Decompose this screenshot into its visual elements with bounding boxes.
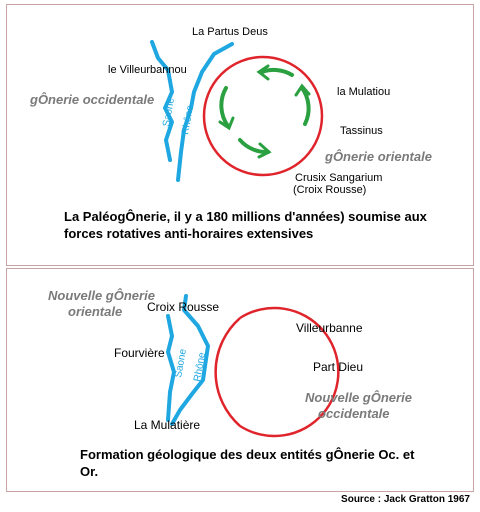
region-orientale-bottom-line1: Nouvelle gÔnerie xyxy=(48,288,155,303)
saone-label-bottom: Saone xyxy=(173,348,189,379)
label-villeurbannou: le Villeurbannou xyxy=(108,64,187,76)
label-crusix-sangarium: Crusix Sangarium xyxy=(295,172,383,184)
label-croix-rousse-top: (Croix Rousse) xyxy=(293,184,367,196)
label-mulatiou: la Mulatiou xyxy=(337,86,391,98)
saone-label-top: Saone xyxy=(161,97,177,128)
label-villeurbanne: Villeurbanne xyxy=(296,321,363,335)
caption-top-line2: forces rotatives anti-horaires extensives xyxy=(64,226,314,241)
label-part-dieu: Part Dieu xyxy=(313,360,364,374)
region-orientale-top: gÔnerie orientale xyxy=(325,149,432,164)
region-orientale-bottom-line2: orientale xyxy=(68,304,123,319)
caption-bottom-line1: Formation géologique des deux entités gÔnerie Oc. et xyxy=(80,447,415,462)
red-arc-inner xyxy=(216,318,240,426)
rotation-arrows-icon xyxy=(220,66,309,157)
rhone-label-top: Rhône xyxy=(180,104,197,136)
source-credit: Source : Jack Gratton 1967 xyxy=(341,494,470,505)
label-tassinus: Tassinus xyxy=(340,125,383,137)
caption-top-line1: La PaléogÔnerie, il y a 180 millions d'années) soumise aux xyxy=(64,209,427,224)
label-mulatiere: La Mulatière xyxy=(134,418,201,432)
saone-river-bottom xyxy=(168,316,174,420)
region-occidentale-bottom-line1: Nouvelle gÔnerie xyxy=(305,390,412,405)
region-occidentale-top: gÔnerie occidentale xyxy=(30,92,155,107)
caption-bottom-line2: Or. xyxy=(80,464,99,479)
label-partus-deus: La Partus Deus xyxy=(192,26,268,38)
label-fourviere: Fourvière xyxy=(114,346,165,360)
rhone-label-bottom: Rhône xyxy=(192,351,209,383)
label-croix-rousse: Croix Rousse xyxy=(147,300,220,314)
region-occidentale-bottom-line2: occidentale xyxy=(318,406,390,421)
